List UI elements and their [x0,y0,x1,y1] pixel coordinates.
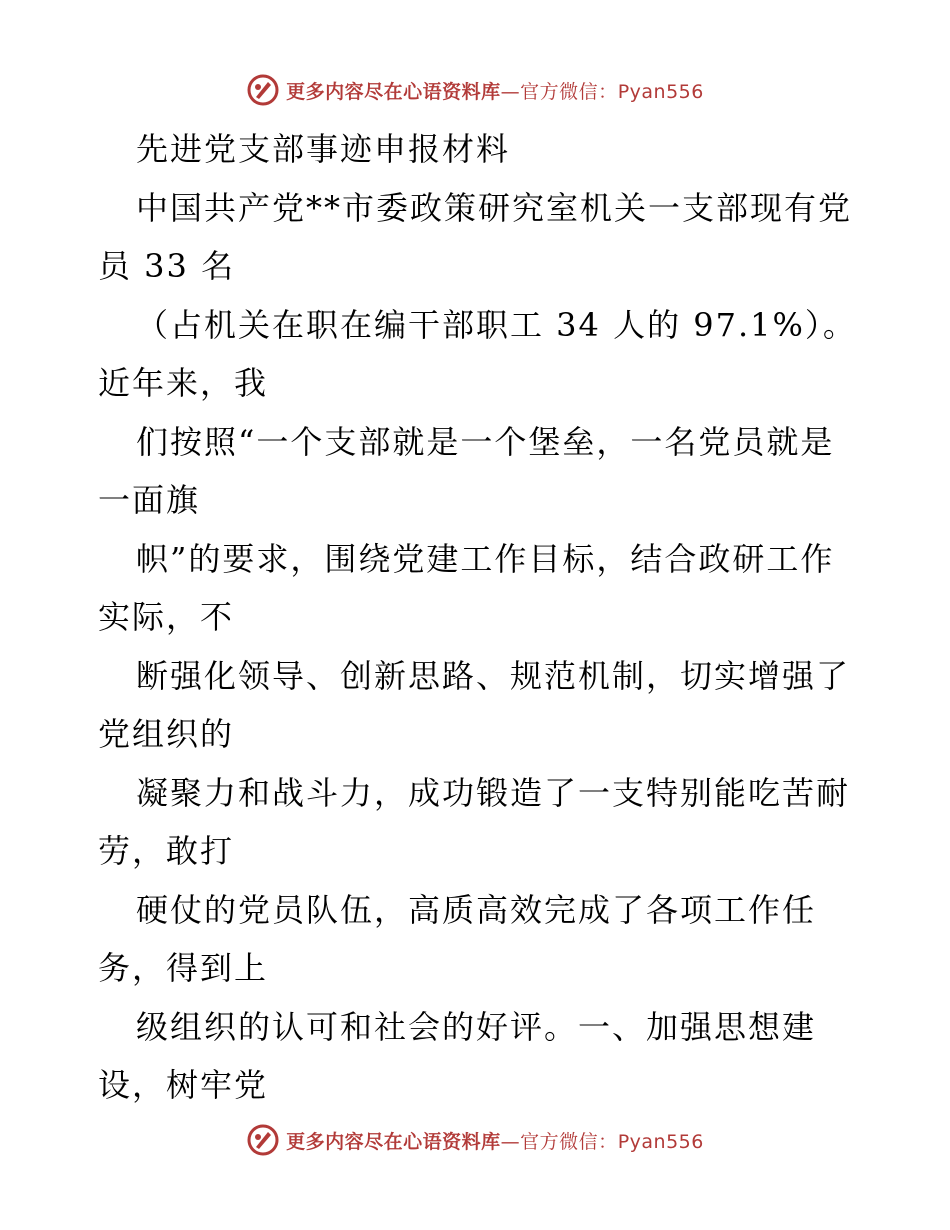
doc-line: 中国共产党**市委政策研究室机关一支部现有党 [136,188,853,227]
quill-seal-icon [246,1123,280,1157]
header-banner [0,70,950,110]
doc-line: 级组织的认可和社会的好评。一、加强思想建 [136,1007,817,1046]
doc-line: 务，得到上 [98,949,269,987]
doc-line: 员 33 名 [98,247,236,285]
footer-banner [0,1120,950,1160]
banner-wechat-id: Pyan556 [617,1130,704,1153]
banner-wechat-label: 官方微信： [520,1130,618,1153]
banner-wechat-label: 官方微信： [520,80,618,103]
banner-lead: 更多内容尽在心语资料库 [286,1130,501,1153]
doc-line: 凝聚力和战斗力，成功锻造了一支特别能吃苦耐 [136,773,851,812]
doc-line: 一面旗 [98,481,201,519]
banner-dash: — [500,80,521,103]
doc-line: 设，树牢党 [98,1066,269,1104]
quill-seal-icon [246,73,280,107]
document-body [98,120,858,1115]
banner-dash: — [500,1130,521,1153]
doc-line: 党组织的 [98,715,235,753]
banner-text [286,1127,704,1154]
doc-line: （占机关在职在编干部职工 34 人的 97.1%）。 [136,305,857,344]
doc-line: 们按照“一个支部就是一个堡垒，一名党员就是 [136,422,835,461]
doc-title: 先进党支部事迹申报材料 [136,130,511,168]
doc-line: 硬仗的党员队伍，高质高效完成了各项工作任 [136,890,817,929]
banner-text [286,77,704,104]
doc-line: 近年来，我 [98,364,269,402]
doc-line: 劳，敢打 [98,832,235,870]
banner-lead: 更多内容尽在心语资料库 [286,80,501,103]
doc-line: 断强化领导、创新思路、规范机制，切实增强了 [136,656,851,695]
doc-line: 实际，不 [98,598,235,636]
banner-wechat-id: Pyan556 [617,80,704,103]
doc-line: 帜”的要求，围绕党建工作目标，结合政研工作 [136,539,835,578]
